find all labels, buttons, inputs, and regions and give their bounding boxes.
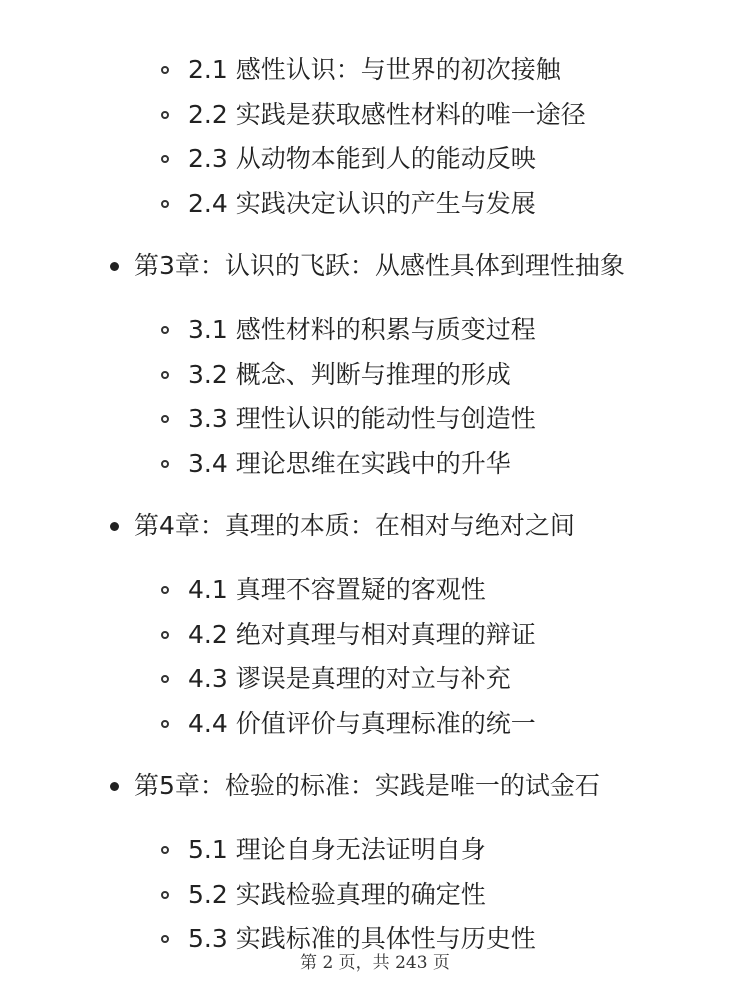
chapter-label: 第3章：认识的飞跃：从感性具体到理性抽象	[134, 251, 625, 280]
toc-subsection[interactable]	[0, 397, 750, 442]
subsection-label: 5.2 实践检验真理的确定性	[188, 879, 486, 909]
toc-subsection[interactable]	[0, 442, 750, 487]
chapter-label: 第5章：检验的标准：实践是唯一的试金石	[134, 771, 600, 800]
toc-subsection[interactable]	[0, 182, 750, 227]
hollow-bullet-icon	[161, 891, 169, 899]
subsection-label: 2.4 实践决定认识的产生与发展	[188, 188, 536, 218]
hollow-bullet-icon	[161, 155, 169, 163]
hollow-bullet-icon	[161, 935, 169, 943]
solid-bullet-icon	[110, 782, 119, 791]
subsection-label: 2.2 实践是获取感性材料的唯一途径	[188, 99, 586, 129]
page-footer	[0, 948, 750, 973]
hollow-bullet-icon	[161, 326, 169, 334]
toc-subsection[interactable]	[0, 657, 750, 702]
hollow-bullet-icon	[161, 371, 169, 379]
toc-subsection[interactable]	[0, 308, 750, 353]
subsection-label: 2.3 从动物本能到人的能动反映	[188, 144, 536, 173]
hollow-bullet-icon	[161, 675, 169, 683]
hollow-bullet-icon	[161, 111, 169, 119]
hollow-bullet-icon	[161, 415, 169, 423]
subsection-label: 4.3 谬误是真理的对立与补充	[188, 664, 511, 693]
subsection-label: 4.1 真理不容置疑的客观性	[188, 575, 486, 604]
subsection-label: 3.2 概念、判断与推理的形成	[188, 359, 511, 389]
toc-chapter-3[interactable]	[0, 246, 750, 286]
toc-subsection[interactable]	[0, 353, 750, 398]
toc-subsection[interactable]	[0, 873, 750, 918]
toc-subsection[interactable]	[0, 93, 750, 138]
subsection-label: 4.4 价值评价与真理标准的统一	[188, 708, 536, 738]
table-of-contents	[0, 48, 750, 962]
chapter-label: 第4章：真理的本质：在相对与绝对之间	[134, 511, 575, 540]
toc-subsection[interactable]	[0, 828, 750, 873]
solid-bullet-icon	[110, 262, 119, 271]
subsection-label: 5.1 理论自身无法证明自身	[188, 835, 486, 864]
hollow-bullet-icon	[161, 586, 169, 594]
toc-subsection[interactable]	[0, 48, 750, 93]
toc-subsection[interactable]	[0, 137, 750, 182]
subsection-label: 4.2 绝对真理与相对真理的辩证	[188, 619, 536, 649]
toc-chapter-4[interactable]	[0, 506, 750, 546]
subsection-label: 3.1 感性材料的积累与质变过程	[188, 315, 536, 344]
hollow-bullet-icon	[161, 200, 169, 208]
toc-subsection[interactable]	[0, 613, 750, 658]
toc-subsection[interactable]	[0, 568, 750, 613]
hollow-bullet-icon	[161, 631, 169, 639]
subsection-label: 2.1 感性认识：与世界的初次接触	[188, 55, 561, 84]
toc-chapter-5[interactable]	[0, 766, 750, 806]
subsection-label: 3.3 理性认识的能动性与创造性	[188, 404, 536, 433]
hollow-bullet-icon	[161, 720, 169, 728]
page-number: 第 2 页，共 243 页	[300, 953, 450, 973]
subsection-label: 5.3 实践标准的具体性与历史性	[188, 924, 536, 953]
hollow-bullet-icon	[161, 460, 169, 468]
hollow-bullet-icon	[161, 846, 169, 854]
toc-subsection[interactable]	[0, 702, 750, 747]
hollow-bullet-icon	[161, 66, 169, 74]
solid-bullet-icon	[110, 522, 119, 531]
subsection-label: 3.4 理论思维在实践中的升华	[188, 448, 511, 478]
